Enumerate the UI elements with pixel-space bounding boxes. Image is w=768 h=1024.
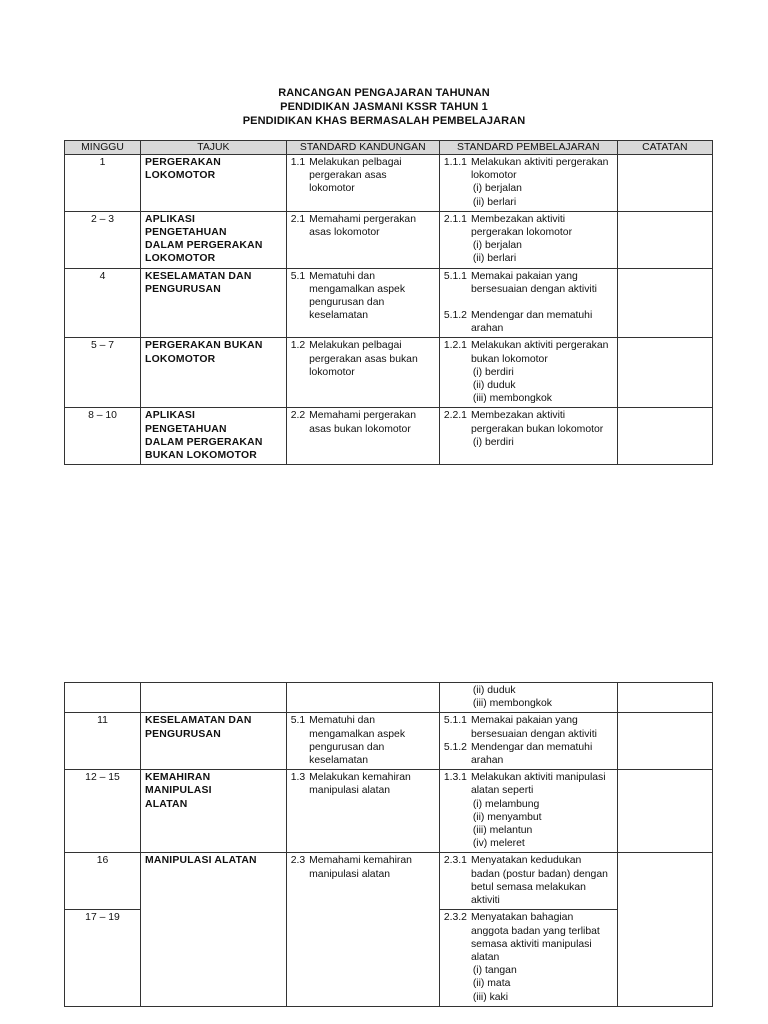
tajuk-cell bbox=[141, 268, 287, 338]
catatan-cell bbox=[617, 770, 712, 853]
standard-pembelajaran-cell bbox=[439, 268, 617, 338]
item-number: 2.3.2 bbox=[443, 912, 467, 924]
minggu-cell bbox=[65, 683, 141, 713]
catatan-cell bbox=[617, 853, 712, 1006]
standard-kandungan-item bbox=[291, 714, 435, 767]
title-line-1: RANCANGAN PENGAJARAN TAHUNAN bbox=[278, 87, 490, 99]
minggu-cell: 1 bbox=[65, 155, 141, 212]
table-row bbox=[65, 155, 713, 212]
item-text: Menyatakan bahagian anggota badan yang terlibat semasa aktiviti manipulasi alatan bbox=[470, 912, 600, 964]
tajuk-cell bbox=[141, 683, 287, 713]
standard-pembelajaran-item bbox=[444, 309, 613, 335]
sub-item: (i) berjalan bbox=[472, 240, 522, 252]
sub-item: (ii) duduk bbox=[472, 380, 516, 392]
item-number: 5.1 bbox=[290, 270, 306, 282]
standard-pembelajaran-cell bbox=[439, 211, 617, 268]
tajuk-line: LOKOMOTOR bbox=[145, 170, 216, 182]
item-text: Mendengar dan mematuhi arahan bbox=[470, 310, 593, 335]
standard-pembelajaran-item bbox=[444, 714, 613, 740]
sub-item: (ii) berlari bbox=[472, 253, 517, 265]
table-row bbox=[65, 268, 713, 338]
tajuk-line: DALAM PERGERAKAN bbox=[145, 436, 263, 448]
item-number: 1.3 bbox=[290, 772, 306, 784]
item-spacer bbox=[444, 296, 613, 309]
minggu-cell: 11 bbox=[65, 713, 141, 770]
standard-kandungan-cell bbox=[286, 268, 439, 338]
tajuk-line: LOKOMOTOR bbox=[145, 253, 216, 265]
tajuk-cell bbox=[141, 408, 287, 465]
catatan-cell bbox=[617, 408, 712, 465]
item-number: 2.2 bbox=[290, 410, 306, 422]
sub-item: (iv) meleret bbox=[472, 838, 525, 850]
tajuk-cell: MANIPULASI ALATAN bbox=[141, 853, 287, 1006]
title-line-2: PENDIDIKAN JASMANI KSSR TAHUN 1 bbox=[280, 101, 488, 113]
item-number: 2.1 bbox=[290, 213, 306, 225]
tajuk-line: PERGERAKAN bbox=[145, 157, 221, 168]
standard-kandungan-cell bbox=[286, 770, 439, 853]
lesson-plan-table-page-1 bbox=[64, 140, 713, 465]
standard-pembelajaran-item bbox=[444, 156, 613, 182]
tajuk-line: KESELAMATAN DAN bbox=[145, 270, 252, 282]
item-text: Melakukan aktiviti manipulasi alatan seperti bbox=[470, 772, 606, 797]
standard-pembelajaran-item bbox=[444, 854, 613, 907]
sub-item: (i) berjalan bbox=[472, 183, 522, 195]
tajuk-line: PENGETAHUAN bbox=[145, 227, 227, 239]
tajuk-cell bbox=[141, 713, 287, 770]
standard-pembelajaran-cell bbox=[439, 713, 617, 770]
item-text: Melakukan pelbagai pergerakan asas lokomotor bbox=[309, 157, 402, 195]
minggu-cell: 5 – 7 bbox=[65, 338, 141, 408]
standard-kandungan-item bbox=[291, 854, 435, 880]
item-text: Memakai pakaian yang bersesuaian dengan aktiviti bbox=[470, 715, 597, 740]
item-number: 1.2 bbox=[290, 340, 306, 352]
minggu-cell: 12 – 15 bbox=[65, 770, 141, 853]
table-row bbox=[65, 408, 713, 465]
item-number: 1.1 bbox=[290, 157, 306, 168]
standard-kandungan-cell bbox=[286, 713, 439, 770]
table-row bbox=[65, 211, 713, 268]
sub-item: (i) berdiri bbox=[472, 436, 514, 448]
minggu-cell: 17 – 19 bbox=[65, 910, 141, 1006]
standard-pembelajaran-cell bbox=[439, 683, 617, 713]
table-row-continued bbox=[65, 683, 713, 713]
standard-kandungan-item bbox=[291, 156, 435, 196]
tajuk-line: DALAM PERGERAKAN bbox=[145, 240, 263, 252]
sub-item: (iii) membongkok bbox=[472, 393, 552, 405]
standard-kandungan-item bbox=[291, 409, 435, 435]
standard-pembelajaran-cell bbox=[439, 408, 617, 465]
header-standard-kandungan: STANDARD KANDUNGAN bbox=[286, 141, 439, 155]
lesson-plan-table-page-2 bbox=[64, 682, 713, 1007]
table-row bbox=[65, 713, 713, 770]
item-number: 5.1.1 bbox=[443, 270, 467, 282]
standard-pembelajaran-cell bbox=[439, 338, 617, 408]
item-number: 2.3 bbox=[290, 855, 306, 867]
table-row bbox=[65, 770, 713, 853]
minggu-cell: 8 – 10 bbox=[65, 408, 141, 465]
standard-kandungan-cell bbox=[286, 683, 439, 713]
minggu-cell: 2 – 3 bbox=[65, 211, 141, 268]
item-number: 2.3.1 bbox=[443, 855, 467, 867]
item-text: Memahami pergerakan asas lokomotor bbox=[309, 213, 416, 239]
minggu-cell: 16 bbox=[65, 853, 141, 910]
header-minggu: MINGGU bbox=[65, 141, 141, 155]
tajuk-line: PENGURUSAN bbox=[145, 283, 221, 295]
standard-pembelajaran-item bbox=[444, 741, 613, 767]
item-text: Memahami pergerakan asas bukan lokomotor bbox=[309, 410, 416, 435]
item-text: Mematuhi dan mengamalkan aspek pengurusan dan keselamatan bbox=[309, 715, 406, 767]
tajuk-line: PERGERAKAN BUKAN bbox=[145, 340, 263, 352]
item-number: 1.1.1 bbox=[443, 157, 467, 168]
standard-pembelajaran-item bbox=[444, 213, 613, 239]
table-row bbox=[65, 853, 713, 910]
standard-kandungan-cell bbox=[286, 338, 439, 408]
item-text: Membezakan aktiviti pergerakan bukan lokomotor bbox=[470, 410, 604, 435]
standard-pembelajaran-item bbox=[444, 270, 613, 296]
header-tajuk: TAJUK bbox=[141, 141, 287, 155]
tajuk-line: KESELAMATAN DAN bbox=[145, 715, 252, 727]
item-text: Mematuhi dan mengamalkan aspek pengurusan dan keselamatan bbox=[309, 270, 406, 322]
tajuk-cell bbox=[141, 155, 287, 212]
item-number: 5.1.2 bbox=[443, 310, 467, 322]
header-standard-pembelajaran: STANDARD PEMBELAJARAN bbox=[439, 141, 617, 155]
item-number: 1.3.1 bbox=[443, 772, 467, 784]
standard-pembelajaran-cell bbox=[439, 770, 617, 853]
tajuk-line: LOKOMOTOR bbox=[145, 353, 216, 365]
catatan-cell bbox=[617, 713, 712, 770]
catatan-cell bbox=[617, 211, 712, 268]
sub-item: (i) melambung bbox=[472, 798, 540, 810]
tajuk-cell bbox=[141, 211, 287, 268]
title-line-3: PENDIDIKAN KHAS BERMASALAH PEMBELAJARAN bbox=[242, 115, 526, 127]
standard-pembelajaran-item bbox=[444, 339, 613, 365]
standard-pembelajaran-cell bbox=[439, 910, 617, 1006]
sub-item: (ii) menyambut bbox=[472, 811, 542, 823]
tajuk-line: MANIPULASI bbox=[145, 785, 212, 797]
standard-kandungan-item bbox=[291, 213, 435, 239]
sub-item: (ii) mata bbox=[472, 978, 511, 990]
sub-item: (ii) berlari bbox=[472, 196, 517, 208]
sub-item: (iii) kaki bbox=[472, 991, 509, 1003]
table-row bbox=[65, 338, 713, 408]
catatan-cell bbox=[617, 683, 712, 713]
item-text: Melakukan aktiviti pergerakan lokomotor bbox=[470, 157, 609, 182]
standard-kandungan-item bbox=[291, 339, 435, 379]
item-text: Membezakan aktiviti pergerakan lokomotor bbox=[470, 213, 573, 239]
standard-pembelajaran-item bbox=[444, 409, 613, 435]
item-text: Mendengar dan mematuhi arahan bbox=[470, 741, 593, 767]
item-text: Melakukan aktiviti pergerakan bukan lokomotor bbox=[470, 340, 609, 365]
item-text: Memahami kemahiran manipulasi alatan bbox=[309, 855, 412, 880]
item-text: Memakai pakaian yang bersesuaian dengan aktiviti bbox=[470, 270, 597, 295]
sub-item: (iii) membongkok bbox=[472, 698, 552, 710]
document-title bbox=[0, 86, 768, 128]
sub-item: (ii) duduk bbox=[472, 685, 516, 696]
standard-pembelajaran-item bbox=[444, 771, 613, 797]
item-number: 2.2.1 bbox=[443, 410, 467, 422]
item-text: Menyatakan kedudukan badan (postur badan) dengan betul semasa melakukan aktiviti bbox=[470, 855, 608, 907]
standard-kandungan-item bbox=[291, 270, 435, 323]
standard-kandungan-cell bbox=[286, 155, 439, 212]
tajuk-line: PENGURUSAN bbox=[145, 728, 221, 740]
item-number: 5.1 bbox=[290, 715, 306, 727]
item-number: 1.2.1 bbox=[443, 340, 467, 352]
standard-pembelajaran-item bbox=[444, 911, 613, 964]
tajuk-line: KEMAHIRAN bbox=[145, 772, 211, 784]
minggu-cell: 4 bbox=[65, 268, 141, 338]
standard-kandungan-item bbox=[291, 771, 435, 797]
tajuk-line: ALATAN bbox=[145, 798, 188, 810]
standard-pembelajaran-cell bbox=[439, 853, 617, 910]
standard-kandungan-cell bbox=[286, 211, 439, 268]
sub-item: (i) tangan bbox=[472, 965, 517, 977]
item-text: Melakukan pelbagai pergerakan asas bukan lokomotor bbox=[309, 340, 418, 378]
header-catatan: CATATAN bbox=[617, 141, 712, 155]
tajuk-line: BUKAN LOKOMOTOR bbox=[145, 450, 257, 462]
tajuk-line: APLIKASI bbox=[145, 213, 196, 225]
tajuk-line: PENGETAHUAN bbox=[145, 423, 227, 435]
standard-kandungan-cell bbox=[286, 408, 439, 465]
catatan-cell bbox=[617, 338, 712, 408]
tajuk-cell bbox=[141, 770, 287, 853]
item-number: 5.1.1 bbox=[443, 715, 467, 727]
standard-pembelajaran-cell bbox=[439, 155, 617, 212]
catatan-cell bbox=[617, 155, 712, 212]
tajuk-cell bbox=[141, 338, 287, 408]
standard-kandungan-cell bbox=[286, 853, 439, 1006]
sub-item: (iii) melantun bbox=[472, 825, 533, 837]
tajuk-line: APLIKASI bbox=[145, 410, 196, 422]
catatan-cell bbox=[617, 268, 712, 338]
item-text: Melakukan kemahiran manipulasi alatan bbox=[309, 772, 411, 797]
sub-item: (i) berdiri bbox=[472, 366, 514, 378]
table-header-row bbox=[65, 141, 713, 155]
item-number: 5.1.2 bbox=[443, 741, 467, 753]
item-number: 2.1.1 bbox=[443, 213, 467, 225]
